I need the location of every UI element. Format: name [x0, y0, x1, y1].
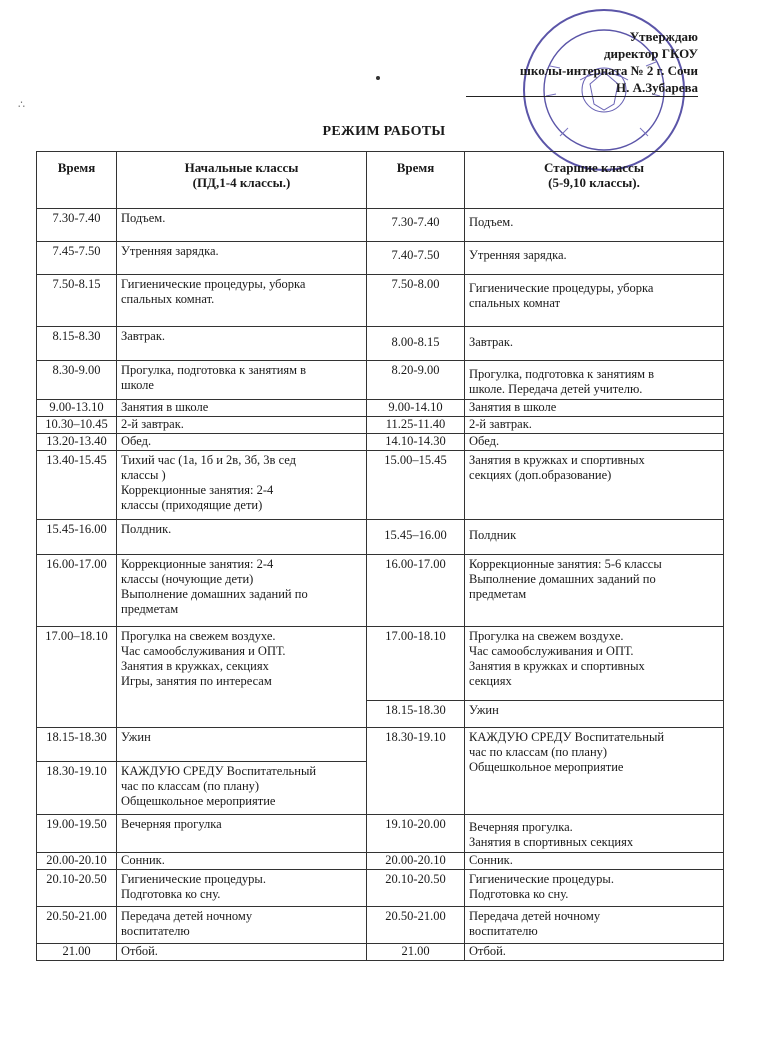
junior-time: 7.30-7.40: [37, 209, 117, 242]
header-time-senior: Время: [367, 152, 465, 209]
table-row: [37, 417, 724, 434]
header-senior-line: Старшие классы: [544, 160, 644, 175]
junior-time: 21.00: [37, 944, 117, 961]
junior-activity: [117, 520, 367, 555]
activity-line: предметам: [469, 587, 527, 601]
activity-line: час по классам (по плану): [469, 745, 608, 759]
activity-line: Коррекционные занятия: 2-4: [121, 483, 274, 497]
activity-line: Занятия в кружках и спортивных: [469, 659, 645, 673]
junior-time: 20.10-20.50: [37, 870, 117, 907]
activity-line: Обед.: [469, 434, 500, 448]
activity-line: Полдник.: [121, 522, 172, 536]
activity-line: Общешкольное мероприятие: [121, 794, 276, 808]
activity-line: Занятия в спортивных секциях: [469, 835, 634, 849]
junior-activity: [117, 417, 367, 434]
senior-activity: [465, 275, 724, 327]
senior-activity: [465, 417, 724, 434]
header-junior-line: (ПД,1-4 классы.): [192, 175, 291, 190]
junior-activity: [117, 327, 367, 361]
activity-line: Занятия в кружках, секциях: [121, 659, 269, 673]
approval-line-1: Утверждаю: [629, 29, 698, 44]
activity-line: Коррекционные занятия: 5-6 классы: [469, 557, 662, 571]
activity-line: Вечерняя прогулка.: [469, 820, 573, 834]
senior-activity: [465, 627, 724, 701]
activity-line: 2-й завтрак.: [469, 417, 532, 431]
table-row: [37, 209, 724, 242]
activity-line: КАЖДУЮ СРЕДУ Воспитательный: [469, 730, 665, 744]
junior-activity: [117, 209, 367, 242]
junior-time: 18.30-19.10: [37, 762, 117, 815]
junior-activity: [117, 555, 367, 627]
activity-line: Гигиенические процедуры.: [121, 872, 266, 886]
activity-line: секциях: [469, 674, 512, 688]
senior-activity: [465, 520, 724, 555]
activity-line: школе: [121, 378, 154, 392]
table-row: [37, 555, 724, 627]
senior-activity: [465, 400, 724, 417]
ink-dot: [376, 76, 380, 80]
junior-activity: [117, 361, 367, 400]
senior-activity: [465, 451, 724, 520]
senior-activity: [465, 701, 724, 728]
junior-time: 20.00-20.10: [37, 853, 117, 870]
senior-time: 7.30-7.40: [367, 209, 465, 242]
activity-line: Подъем.: [469, 215, 514, 229]
senior-time: 8.00-8.15: [367, 327, 465, 361]
senior-time: 15.45–16.00: [367, 520, 465, 555]
margin-mark: ∴: [18, 99, 25, 111]
senior-time: 18.30-19.10: [367, 728, 465, 815]
junior-time: 7.45-7.50: [37, 242, 117, 275]
activity-line: Вечерняя прогулка: [121, 817, 222, 831]
activity-line: Игры, занятия по интересам: [121, 674, 272, 688]
senior-time: 20.50-21.00: [367, 907, 465, 944]
activity-line: Завтрак.: [121, 329, 166, 343]
approval-signature: Н. А.Зубарева: [466, 79, 698, 97]
activity-line: Завтрак.: [469, 335, 514, 349]
senior-time: 17.00-18.10: [367, 627, 465, 701]
activity-line: Прогулка, подготовка к занятиям в: [469, 367, 655, 381]
activity-line: предметам: [121, 602, 179, 616]
activity-line: Утренняя зарядка.: [469, 248, 567, 262]
junior-time: 13.40-15.45: [37, 451, 117, 520]
activity-line: Тихий час (1а, 1б и 2в, 3б, 3в сед: [121, 453, 297, 467]
junior-activity: [117, 853, 367, 870]
activity-line: Гигиенические процедуры, уборка: [469, 281, 654, 295]
junior-time: 8.15-8.30: [37, 327, 117, 361]
table-row: [37, 434, 724, 451]
table-row: [37, 728, 724, 762]
senior-activity: [465, 242, 724, 275]
senior-activity: [465, 728, 724, 815]
schedule-table: [36, 151, 724, 961]
activity-line: Выполнение домашних заданий по: [469, 572, 656, 586]
activity-line: Обед.: [121, 434, 152, 448]
senior-time: 15.00–15.45: [367, 451, 465, 520]
junior-activity: [117, 275, 367, 327]
header-junior-line: Начальные классы: [184, 160, 299, 175]
header-time-junior: Время: [37, 152, 117, 209]
senior-time: 16.00-17.00: [367, 555, 465, 627]
junior-activity: [117, 400, 367, 417]
table-row: [37, 870, 724, 907]
table-row: [37, 400, 724, 417]
junior-time: 19.00-19.50: [37, 815, 117, 853]
activity-line: Занятия в школе: [469, 400, 557, 414]
senior-time: 20.10-20.50: [367, 870, 465, 907]
junior-activity: [117, 870, 367, 907]
activity-line: Общешкольное мероприятие: [469, 760, 624, 774]
activity-line: классы ): [121, 468, 166, 482]
activity-line: час по классам (по плану): [121, 779, 260, 793]
senior-time: 18.15-18.30: [367, 701, 465, 728]
junior-activity: [117, 242, 367, 275]
header-senior-line: (5-9,10 классы).: [548, 175, 640, 190]
senior-activity: [465, 870, 724, 907]
activity-line: спальных комнат: [469, 296, 561, 310]
activity-line: Отбой.: [469, 944, 506, 958]
table-row: [37, 853, 724, 870]
senior-time: 19.10-20.00: [367, 815, 465, 853]
activity-line: КАЖДУЮ СРЕДУ Воспитательный: [121, 764, 317, 778]
activity-line: Передача детей ночному: [121, 909, 253, 923]
activity-line: Час самообслуживания и ОПТ.: [121, 644, 286, 658]
senior-activity: [465, 327, 724, 361]
table-row: [37, 327, 724, 361]
activity-line: воспитателю: [121, 924, 190, 938]
junior-activity: [117, 944, 367, 961]
activity-line: Утренняя зарядка.: [121, 244, 219, 258]
senior-activity: [465, 434, 724, 451]
activity-line: Коррекционные занятия: 2-4: [121, 557, 274, 571]
senior-activity: [465, 209, 724, 242]
approval-block: [466, 28, 698, 97]
senior-activity: [465, 815, 724, 853]
activity-line: спальных комнат.: [121, 292, 215, 306]
table-row: [37, 627, 724, 701]
activity-line: Сонник.: [469, 853, 513, 867]
activity-line: Гигиенические процедуры.: [469, 872, 614, 886]
junior-activity: [117, 728, 367, 762]
activity-line: школе. Передача детей учителю.: [469, 382, 643, 396]
senior-time: 20.00-20.10: [367, 853, 465, 870]
table-row: [37, 944, 724, 961]
activity-line: классы (приходящие дети): [121, 498, 263, 512]
activity-line: Прогулка на свежем воздухе.: [469, 629, 624, 643]
header-row: [37, 152, 724, 209]
junior-time: 16.00-17.00: [37, 555, 117, 627]
activity-line: классы (ночующие дети): [121, 572, 254, 586]
activity-line: секциях (доп.образование): [469, 468, 612, 482]
activity-line: Подготовка ко сну.: [121, 887, 221, 901]
junior-time: 20.50-21.00: [37, 907, 117, 944]
activity-line: Передача детей ночному: [469, 909, 601, 923]
activity-line: Подъем.: [121, 211, 166, 225]
page-title: РЕЖИМ РАБОТЫ: [322, 124, 446, 139]
senior-activity: [465, 555, 724, 627]
activity-line: 2-й завтрак.: [121, 417, 184, 431]
approval-line-2: директор ГКОУ: [603, 46, 698, 61]
junior-activity: [117, 627, 367, 728]
activity-line: Выполнение домашних заданий по: [121, 587, 308, 601]
activity-line: Отбой.: [121, 944, 158, 958]
junior-time: 10.30–10.45: [37, 417, 117, 434]
activity-line: Занятия в кружках и спортивных: [469, 453, 645, 467]
senior-time: 7.50-8.00: [367, 275, 465, 327]
activity-line: Занятия в школе: [121, 400, 209, 414]
activity-line: Сонник.: [121, 853, 165, 867]
table-row: [37, 451, 724, 520]
junior-time: 13.20-13.40: [37, 434, 117, 451]
junior-time: 17.00–18.10: [37, 627, 117, 728]
junior-activity: [117, 762, 367, 815]
senior-time: 7.40-7.50: [367, 242, 465, 275]
junior-time: 8.30-9.00: [37, 361, 117, 400]
junior-time: 7.50-8.15: [37, 275, 117, 327]
header-junior: [117, 152, 367, 209]
table-row: [37, 907, 724, 944]
table-row: [37, 242, 724, 275]
junior-activity: [117, 907, 367, 944]
approval-line-3: школы-интерната № 2 г. Сочи: [519, 63, 698, 78]
table-row: [37, 815, 724, 853]
table-row: [37, 520, 724, 555]
senior-time: 8.20-9.00: [367, 361, 465, 400]
senior-time: 9.00-14.10: [367, 400, 465, 417]
senior-activity: [465, 853, 724, 870]
activity-line: Подготовка ко сну.: [469, 887, 569, 901]
activity-line: Ужин: [469, 703, 499, 717]
activity-line: Гигиенические процедуры, уборка: [121, 277, 306, 291]
activity-line: воспитателю: [469, 924, 538, 938]
senior-time: 14.10-14.30: [367, 434, 465, 451]
senior-activity: [465, 907, 724, 944]
activity-line: Час самообслуживания и ОПТ.: [469, 644, 634, 658]
table-row: [37, 361, 724, 400]
junior-activity: [117, 451, 367, 520]
junior-activity: [117, 434, 367, 451]
table-row: [37, 275, 724, 327]
header-senior: [465, 152, 724, 209]
activity-line: Прогулка на свежем воздухе.: [121, 629, 276, 643]
activity-line: Полдник: [469, 528, 517, 542]
senior-time: 21.00: [367, 944, 465, 961]
senior-activity: [465, 944, 724, 961]
activity-line: Ужин: [121, 730, 151, 744]
senior-activity: [465, 361, 724, 400]
junior-time: 15.45-16.00: [37, 520, 117, 555]
activity-line: Прогулка, подготовка к занятиям в: [121, 363, 307, 377]
junior-activity: [117, 815, 367, 853]
senior-time: 11.25-11.40: [367, 417, 465, 434]
junior-time: 9.00-13.10: [37, 400, 117, 417]
junior-time: 18.15-18.30: [37, 728, 117, 762]
